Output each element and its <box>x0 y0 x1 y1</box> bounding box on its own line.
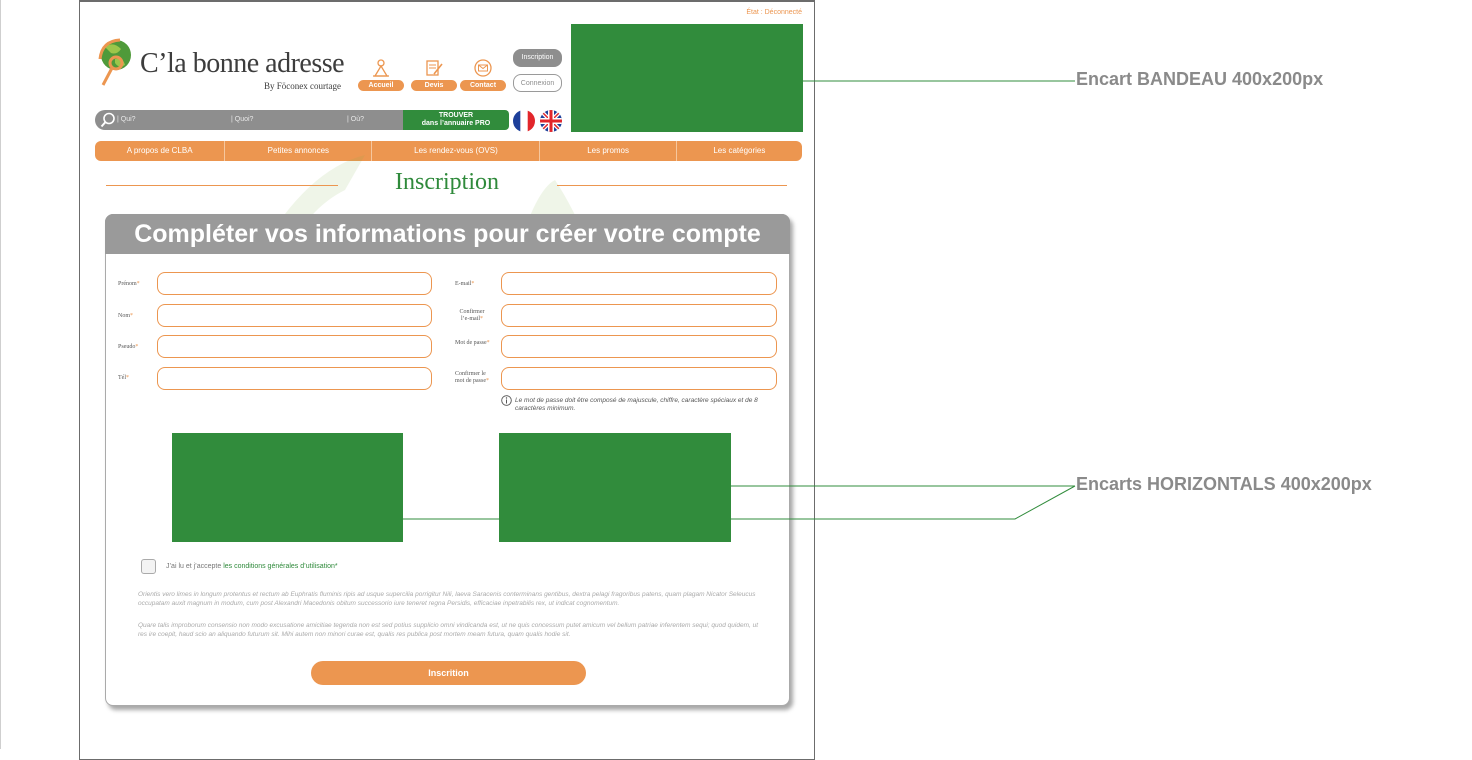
brand-tagline: By Föconex courtage <box>264 81 341 91</box>
password-label: Mot de passe* <box>455 340 490 346</box>
email-label: E-mail* <box>455 281 475 287</box>
nav-devis-label: Devis <box>411 80 457 91</box>
brand-name: C’la bonne adresse <box>140 48 345 79</box>
menu-item-categories[interactable]: Les catégories <box>713 146 766 155</box>
nav-contact-label: Contact <box>460 80 506 91</box>
menu-item-appointments[interactable]: Les rendez-vous (OVS) <box>372 141 540 161</box>
login-button[interactable]: Connexion <box>513 74 562 92</box>
page-title: Inscription <box>395 169 499 195</box>
submit-signup-button[interactable]: Inscrition <box>311 661 586 685</box>
phone-label: Tél* <box>118 375 129 381</box>
nav-accueil-label: Accueil <box>358 80 404 91</box>
search-where-input[interactable]: | Où? <box>347 116 364 123</box>
password-confirm-label: Confirmer le mot de passe* <box>455 371 489 384</box>
password-hint: Le mot de passe doit être composé de majuscule, chiffre, caractère spéciaux et de 8 caractères minimum. <box>515 397 758 412</box>
menu-item-promos[interactable]: Les promos <box>540 141 676 161</box>
firstname-label: Prénom* <box>118 281 140 287</box>
legal-text-1: Orientis vero limes in longum protentus et rectum ab Euphratis fluminis ripis ad usque supercilia porrigitur Nili, laeva Saracenis conterminans gentibus, dextra pelagi fragoribus patens, quam plagam Nicator Seleucus occupatam auxit magnum in modum, cum post Alexandri Macedonis obitum successorio iure teneret regna Persidis, efficaciae inpetrabilis rex, ut indicat cognomentum. <box>138 591 756 607</box>
find-button-line1: TROUVER <box>438 112 474 119</box>
annotation-banner: Encart BANDEAU 400x200px <box>1076 69 1324 89</box>
annotation-horizontal: Encarts HORIZONTALS 400x200px <box>1076 474 1372 494</box>
cgu-label: J’ai lu et j’accepte les conditions générales d’utilisation* <box>166 563 338 570</box>
form-header: Compléter vos informations pour créer votre compte <box>105 214 790 254</box>
lastname-label: Nom* <box>118 313 133 319</box>
email-confirm-label: Confirmer l’e-mail* <box>459 309 485 322</box>
search-what-input[interactable]: | Quoi? <box>231 116 254 123</box>
pseudo-label: Pseudo* <box>118 344 139 350</box>
connection-status: État : Déconnecté <box>746 9 802 16</box>
signup-button[interactable]: Inscription <box>513 49 562 67</box>
legal-text-2: Quare talis improborum consensio non modo excusatione amicitiae tegenda non est sed potius supplicio omni vindicanda est, ut ne quis concessum putet amicum vel bellum patriae inferentem sequi; quod quidem, ut res ire coepit, haud scio an aliquando futurum sit. Mihi autem non minori curae est, qualis res publica post mortem meam futura, quam qualis hodie sit. <box>138 622 759 638</box>
menu-item-about[interactable]: A propos de CLBA <box>95 141 225 161</box>
search-who-input[interactable]: | Qui? <box>117 116 136 123</box>
find-button-line2: dans l’annuaire PRO <box>421 120 491 127</box>
cgu-link[interactable]: les conditions générales d’utilisation* <box>223 563 338 570</box>
menu-item-ads[interactable]: Petites annonces <box>225 141 372 161</box>
